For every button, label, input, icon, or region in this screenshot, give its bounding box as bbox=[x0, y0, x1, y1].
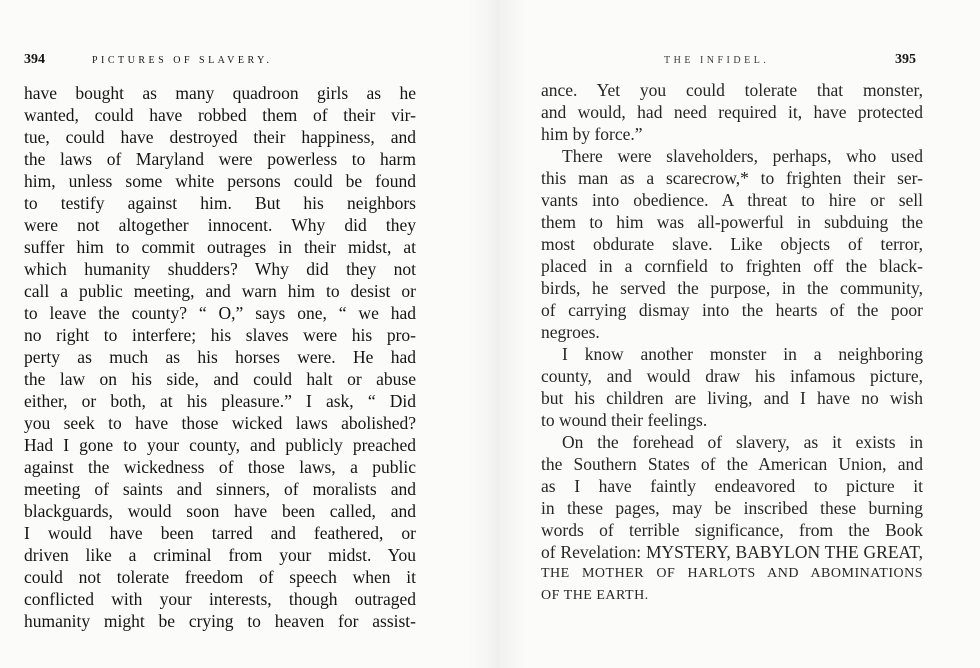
text-line: the laws of Maryland were powerless to harm bbox=[24, 149, 416, 169]
text-line: of Revelation: MYSTERY, BABYLON THE GREAT, bbox=[541, 542, 923, 562]
text-line: perty as much as his horses were. He had bbox=[24, 347, 416, 367]
left-running-head: PICTURES OF SLAVERY. bbox=[92, 55, 273, 66]
text-line: I would have been tarred and feathered, or bbox=[24, 523, 416, 543]
right-page-header bbox=[540, 50, 930, 70]
text-line: him by force.” bbox=[541, 124, 643, 144]
text-line: Had I gone to your county, and publicly preached bbox=[24, 435, 416, 455]
text-line: could not tolerate freedom of speech when it bbox=[24, 567, 416, 587]
text-line: no right to interfere; his slaves were his pro- bbox=[24, 325, 416, 345]
text-line: which humanity shudders? Why did they not bbox=[24, 259, 416, 279]
text-line: as I have faintly endeavored to picture it bbox=[541, 476, 923, 496]
left-page-number: 394 bbox=[24, 52, 45, 67]
paragraph-start-line: On the forehead of slavery, as it exists in bbox=[562, 432, 923, 452]
text-line: the law on his side, and could halt or abuse bbox=[24, 369, 416, 389]
text-line: to testify against him. But his neighbors bbox=[24, 193, 416, 213]
text-line: THE MOTHER OF HARLOTS AND ABOMINATIONS bbox=[541, 566, 923, 581]
text-line: placed in a cornfield to frighten off the black- bbox=[541, 256, 923, 276]
text-line: ance. Yet you could tolerate that monster, bbox=[541, 80, 923, 100]
text-line: suffer him to commit outrages in their midst, at bbox=[24, 237, 416, 257]
paragraph-start-line: I know another monster in a neighboring bbox=[562, 344, 923, 364]
text-line: them to him was all-powerful in subduing the bbox=[541, 212, 923, 232]
text-line: meeting of saints and sinners, of moralists and bbox=[24, 479, 416, 499]
text-line: county, and would draw his infamous picture, bbox=[541, 366, 923, 386]
text-line: humanity might be crying to heaven for assist- bbox=[24, 611, 416, 631]
text-line: against the wickedness of those laws, a public bbox=[24, 457, 416, 477]
right-page-number: 395 bbox=[895, 52, 916, 67]
text-line: wanted, could have robbed them of their vir- bbox=[24, 105, 416, 125]
text-line: were not altogether innocent. Why did they bbox=[24, 215, 416, 235]
text-line: this man as a scarecrow,* to frighten their ser- bbox=[541, 168, 923, 188]
text-line: driven like a criminal from your midst. You bbox=[24, 545, 416, 565]
left-page-header bbox=[24, 50, 414, 70]
text-line: negroes. bbox=[541, 322, 600, 342]
text-line: call a public meeting, and warn him to desist or bbox=[24, 281, 416, 301]
text-line: have bought as many quadroon girls as he bbox=[24, 83, 416, 103]
text-line: words of terrible significance, from the Book bbox=[541, 520, 923, 540]
text-line: you seek to have those wicked laws abolished? bbox=[24, 413, 416, 433]
text-line: conflicted with your interests, though outraged bbox=[24, 589, 416, 609]
text-line: most obdurate slave. Like objects of terror, bbox=[541, 234, 923, 254]
paragraph-start-line: There were slaveholders, perhaps, who used bbox=[562, 146, 923, 166]
text-line: OF THE EARTH. bbox=[541, 588, 649, 603]
text-line: vants into obedience. A threat to hire or sell bbox=[541, 190, 923, 210]
text-line: blackguards, would soon have been called, and bbox=[24, 501, 416, 521]
text-line: the Southern States of the American Union, and bbox=[541, 454, 923, 474]
right-page-text bbox=[541, 79, 923, 607]
text-line: to wound their feelings. bbox=[541, 410, 708, 430]
text-line: birds, he served the purpose, in the community, bbox=[541, 278, 923, 298]
text-line: and would, had need required it, have protected bbox=[541, 102, 923, 122]
text-line: him, unless some white persons could be found bbox=[24, 171, 416, 191]
right-running-head: THE INFIDEL. bbox=[664, 55, 770, 66]
text-line: to leave the county? “ O,” says one, “ we had bbox=[24, 303, 416, 323]
text-line: but his children are living, and I have no wish bbox=[541, 388, 923, 408]
text-line: either, or both, at his pleasure.” I ask, “ Did bbox=[24, 391, 416, 411]
text-line: tue, could have destroyed their happiness, and bbox=[24, 127, 416, 147]
left-page-text bbox=[24, 82, 416, 632]
text-line: in these pages, may be inscribed these burning bbox=[541, 498, 923, 518]
text-line: of carrying dismay into the hearts of the poor bbox=[541, 300, 923, 320]
